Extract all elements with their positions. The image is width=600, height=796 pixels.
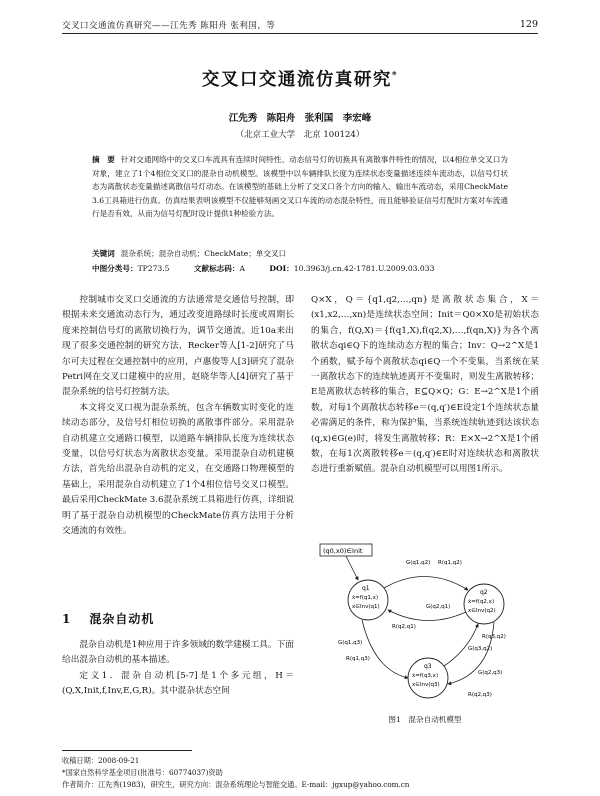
- abstract-label: 摘 要: [92, 155, 115, 164]
- abstract-text: 针对交通网络中的交叉口车流具有连续时间特性、动态信号灯的切换具有离散事件特性的情况，以4相位单交叉口为对象，建立了1个4相位交叉口的混杂自动机模型。该模型中以车辆排队长度为连续状态变量描述连续车流动态，以信号灯状态为离散状态变量描述离散信号灯动态。在该模型的基础上分析了交叉口各个方向的输入、输出车流动态，采用CheckMate 3.6工具箱进行仿真。仿真结果表明该模型不仅能够刻画交叉口车流的动态混杂特性，而且能够验证信号灯配时方案对车流通行是否有效，从而为信号灯配时设计提供1种检验方法。: [92, 155, 509, 219]
- hybrid-automaton-figure: [318, 538, 530, 708]
- init-arrow: [346, 556, 358, 580]
- keywords-label: 关键词: [92, 249, 115, 258]
- edge-q2-q1-guard: G(q2,q1): [426, 604, 451, 610]
- clc-value: TP273.5: [137, 264, 170, 273]
- figure-caption: 图1 混杂自动机模型: [388, 715, 462, 724]
- keywords-text: 混杂系统；混杂自动机；CheckMate；单交叉口: [120, 249, 287, 258]
- affiliation: （北京工业大学 北京 100124）: [235, 130, 365, 140]
- edge-q1-q3-guard: G(q1,q3): [338, 640, 363, 646]
- section-heading: [62, 610, 154, 627]
- state-q2-dyn: ẋ=f(q2,x): [468, 599, 495, 605]
- footnote-author-info: 作者简介：江先秀(1983)，研究生，研究方向：混杂系统理论与智能交通。E-mail：jgxup@yahoo.com.cn: [62, 780, 410, 789]
- classification-line: [92, 263, 540, 274]
- state-q3-name: q3: [424, 663, 432, 670]
- edge-q1-q3-reset: R(q1,q3): [346, 656, 370, 662]
- intro-paragraph-2: 本文将交叉口视为混杂系统，包含车辆数实时变化的连续动态部分，及信号灯相位切换的离散事件部分。采用混杂自动机建立交通路口模型，以道路车辆排队长度为连续状态变量，以信号灯状态为离散状态变量。采用混杂自动机建模方法，首先给出混杂自动机的定义，在交通路口物理模型的基础上，采用混杂自动机建立了1个4相位信号交叉口模型。最后采用CheckMate 3.6混杂系统工具箱进行仿真，详细说明了基于混杂自动机模型的CheckMate仿真方法用于分析交通流的有效性。: [62, 402, 294, 537]
- right-column: [311, 293, 539, 478]
- footnote-rule: [62, 750, 192, 751]
- state-q1-dyn: ẋ=f(q1,x): [352, 595, 379, 601]
- running-head: [62, 19, 538, 34]
- state-q2-inv: x∈Inv(q2): [468, 608, 496, 614]
- paper-title: [0, 66, 600, 91]
- edge-q3-q2: [444, 624, 478, 666]
- edge-q2-q3-guard: G(q2,q3): [478, 670, 503, 676]
- running-head-title: 交叉口交通流仿真研究——江先秀 陈阳舟 张利国，等: [62, 21, 276, 31]
- edge-q3-q2-guard: G(q3,q2): [468, 646, 493, 652]
- definition-paragraph: 定义1．混杂自动机[5-7]是1个多元组，H＝(Q,X,Init,f,Inv,E,G,R)。其中混杂状态空间: [62, 670, 294, 697]
- edge-q2-q3-reset: R(q2,q3): [468, 692, 492, 698]
- edge-q1-q2-guard: G(q1,q2): [406, 560, 431, 566]
- state-q2-name: q2: [480, 589, 488, 596]
- title-footnote-mark: *: [391, 71, 399, 82]
- doc-label: 文献标志码：: [193, 264, 240, 273]
- left-column-section: [62, 638, 294, 700]
- intro-paragraph-1: 控制城市交叉口交通流的方法通常是交通信号控制，即根据未来交通流动态行为，通过改变道路绿时长度或周期长度来控制信号灯的离散切换行为，调节交通流。近10a来出现了很多交通控制的研究方法，Recker等人[1-2]研究了马尔可夫过程在交通控制中的应用，卢惠俊等人[3]研究了混杂Petri网在交叉口建模中的应用，赵晓华等人[4]研究了基于混杂系统的信号灯控制方法。: [62, 295, 294, 398]
- doc-value: A: [239, 264, 245, 273]
- section-number: 1: [62, 612, 72, 626]
- doi: [269, 264, 434, 273]
- state-q3-dyn: ẋ=f(q3,x): [412, 673, 439, 679]
- edge-q2-q1-reset: R(q2,q1): [392, 624, 416, 630]
- definition-continued: Q×X，Q＝{q1,q2,…,qn}是离散状态集合，X＝(x1,x2,…,xn)是连续状态空间；Init＝Q0×X0是初始状态的集合，f(Q,X)＝{f(q1,X),f(q2,X),…,f(qn,X)}为各个离散状态qi∈Q下的连续动态方程的集合；Inv：Q→2^X是1个函数，赋予每个离散状态qi∈Q一个不变集，当系统在某一离散状态下的连续轨迹离开不变集时，则发生离散转移；E是离散状态转移的集合，E⊆Q×Q；G：E→2^X是1个函数，对每1个离散状态转移e＝(q,q′)∈E设定1个连续状态量必需满足的条件，称为保护集，当系统连续轨迹到达该状态(q,x)∈G(e)时，将发生离散转移；R：E×X→2^X是1个函数，在每1次离散转移e＝(q,q′)∈E时对连续状态和离散状态进行重新赋值。混杂自动机模型可以用图1所示。: [311, 295, 539, 475]
- page-number: 129: [519, 19, 538, 30]
- edge-q1-q2: [384, 576, 468, 590]
- section-paragraph-1: 混杂自动机是1种应用于许多领域的数学建模工具。下面给出混杂自动机的基本描述。: [62, 640, 294, 666]
- section-title: 混杂自动机: [89, 612, 155, 626]
- footnote-received: 收稿日期：2008-09-21: [62, 756, 140, 765]
- doi-label: DOI：: [269, 264, 294, 273]
- clc-label: 中图分类号：: [92, 264, 138, 273]
- edge-q3-q2-reset: R(q3,q2): [482, 634, 506, 640]
- state-q1-name: q1: [362, 585, 370, 592]
- edge-q1-q2-reset: R(q1,q2): [438, 560, 462, 566]
- state-q1-inv: x∈Inv(q1): [352, 604, 380, 610]
- authors: 江先秀 陈阳舟 张利国 李宏峰: [228, 113, 372, 124]
- doc-code: [194, 264, 245, 273]
- keywords: [92, 248, 508, 259]
- footnote-fund: *国家自然科学基金项目(批准号：60774037)资助: [62, 768, 223, 777]
- paper-title-text: 交叉口交通流仿真研究: [201, 70, 392, 90]
- edge-q2-q1: [388, 610, 466, 621]
- state-q3-inv: x∈Inv(q3): [412, 682, 440, 688]
- clc-number: [92, 264, 169, 273]
- init-label: (q0,x0)∈Init: [323, 547, 363, 555]
- abstract: [92, 153, 508, 221]
- doi-value: 10.3963/j.cn.42-1781.U.2009.03.033: [293, 264, 435, 273]
- left-column-intro: [62, 293, 294, 540]
